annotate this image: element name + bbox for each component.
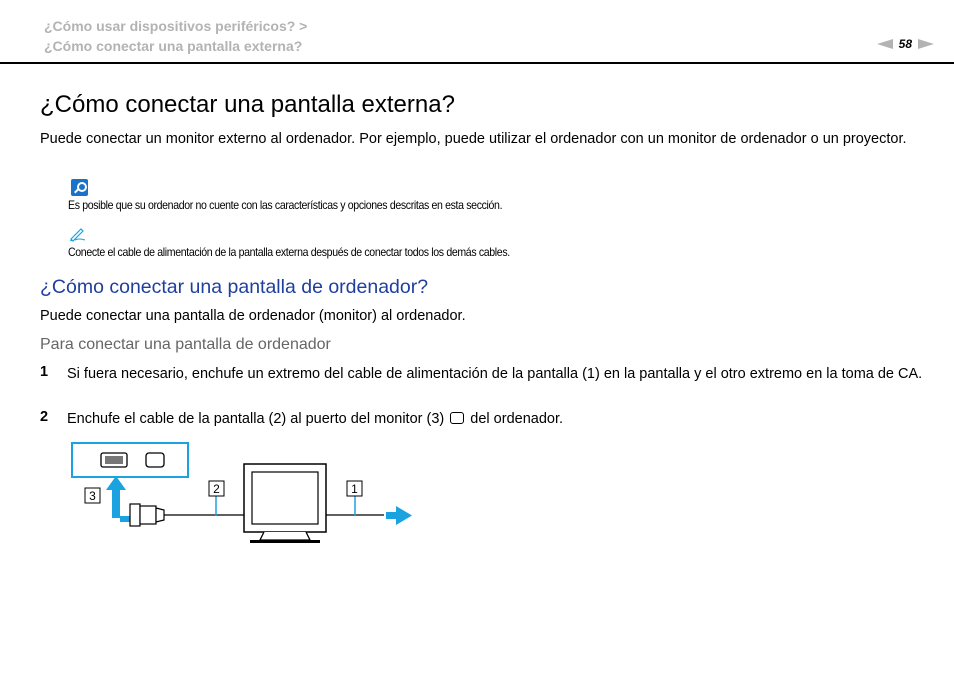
callout-1 bbox=[347, 481, 362, 496]
external-monitor-icon bbox=[244, 464, 326, 543]
connection-diagram bbox=[60, 436, 420, 548]
vga-port-icon bbox=[101, 453, 127, 467]
vga-connector-icon bbox=[130, 504, 164, 526]
svg-text:3: 3 bbox=[89, 489, 96, 503]
section-title: ¿Cómo conectar una pantalla de ordenador? bbox=[40, 276, 429, 298]
callout-3 bbox=[85, 488, 100, 503]
note-text: Es posible que su ordenador no cuente con las características y opciones descritas en esta sección. bbox=[68, 198, 503, 212]
monitor-port-icon bbox=[450, 412, 464, 424]
magnifier-note-icon bbox=[71, 179, 88, 196]
page-title: ¿Cómo conectar una pantalla externa? bbox=[40, 91, 455, 118]
breadcrumb bbox=[44, 16, 307, 56]
breadcrumb-current: ¿Cómo conectar una pantalla externa? bbox=[44, 38, 303, 54]
power-outlet-arrow-icon bbox=[386, 506, 412, 525]
callout-2 bbox=[209, 481, 224, 496]
step-text bbox=[67, 409, 927, 429]
page-number: 58 bbox=[898, 37, 912, 51]
page-navigation bbox=[877, 37, 934, 51]
pencil-hint-icon bbox=[69, 226, 89, 242]
step-text-after: del ordenador. bbox=[470, 411, 564, 427]
step-text: Si fuera necesario, enchufe un extremo del cable de alimentación de la pantalla (1) en la pantalla y el otro extremo en la toma de CA. bbox=[67, 366, 923, 382]
step-number: 1 bbox=[40, 364, 49, 380]
step-text-before: Enchufe el cable de la pantalla (2) al puerto del monitor (3) bbox=[67, 411, 445, 427]
breadcrumb-parent-link[interactable]: ¿Cómo usar dispositivos periféricos? > bbox=[44, 18, 308, 34]
computer-panel bbox=[72, 443, 188, 477]
monitor-port-symbol-icon bbox=[146, 453, 164, 467]
step-number: 2 bbox=[40, 409, 49, 425]
next-page-icon[interactable] bbox=[918, 39, 934, 49]
previous-page-icon[interactable] bbox=[877, 39, 893, 49]
svg-text:1: 1 bbox=[351, 482, 358, 496]
procedure-title: Para conectar una pantalla de ordenador bbox=[40, 336, 331, 353]
section-intro: Puede conectar una pantalla de ordenador (monitor) al ordenador. bbox=[40, 308, 466, 324]
header-divider bbox=[0, 62, 954, 64]
intro-paragraph: Puede conectar un monitor externo al ordenador. Por ejemplo, puede utilizar el ordenador con un monitor de ordenador o un proyector. bbox=[40, 131, 907, 147]
hint-text: Conecte el cable de alimentación de la pantalla externa después de conectar todos los demás cables. bbox=[68, 245, 510, 259]
plug-in-arrow-icon bbox=[106, 476, 132, 522]
svg-text:2: 2 bbox=[213, 482, 220, 496]
